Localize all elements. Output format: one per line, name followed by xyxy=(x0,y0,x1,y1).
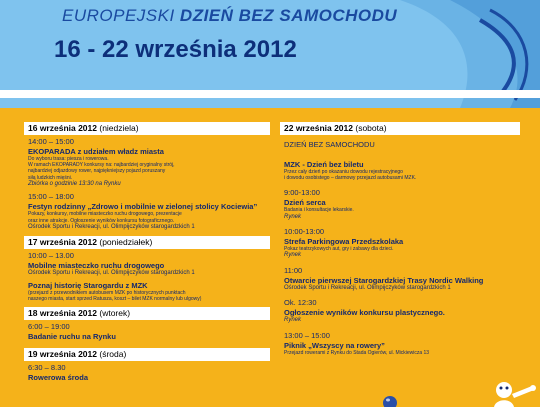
day-header xyxy=(24,122,270,135)
event-item xyxy=(280,227,520,260)
event-item xyxy=(24,251,270,278)
day-header xyxy=(24,236,270,249)
event-name: Ogłoszenie wyników konkursu plastycznego. xyxy=(284,308,445,318)
day-header xyxy=(24,307,270,320)
event-place xyxy=(28,181,270,189)
event-place-text: Zbiórka o godzinie 13:30 na Rynku xyxy=(28,180,121,187)
event-desc: Badania i konsultacje lekarskie. xyxy=(284,207,354,214)
header-banner xyxy=(0,0,540,108)
day-header xyxy=(280,122,520,135)
event-desc: Przez cały dzień po okazaniu dowodu rejestracyjnego xyxy=(284,169,403,175)
event-item xyxy=(280,298,520,325)
event-desc: W ramach EKOPARADY konkursy na: najbardziej oryginalny strój, xyxy=(28,162,175,169)
event-name: Badanie ruchu na Rynku xyxy=(28,332,116,342)
day-header xyxy=(24,348,270,361)
event-desc: siłą ludzkich mięśni. xyxy=(28,174,73,181)
day-date: 19 września 2012 xyxy=(28,349,97,360)
event-place: Ośrodek Sportu i Rekreacji, ul. Olimpijczyków starogardzkich 1 xyxy=(28,223,195,230)
event-item xyxy=(280,160,520,181)
event-desc: Pokaz teatrzykowych aut, gry i zabawy dla dzieci. xyxy=(284,246,394,253)
schedule-left-column xyxy=(24,122,270,382)
event-place xyxy=(284,317,520,325)
event-item xyxy=(280,331,520,356)
blue-globe-icon xyxy=(382,393,398,407)
event-place-text: Rynek xyxy=(284,213,302,220)
event-name: MZK - Dzień bez biletu xyxy=(284,160,364,169)
event-place xyxy=(284,252,520,260)
mascot-figure-icon xyxy=(484,378,540,407)
event-item xyxy=(280,266,520,293)
subtitle-part-2: DZIEŃ BEZ SAMOCHODU xyxy=(179,6,398,25)
event-item xyxy=(24,137,270,188)
day-weekday: (poniedziałek) xyxy=(97,237,153,248)
day-heading xyxy=(280,140,520,150)
event-desc: Do wyboru trasa: piesza i rowerowa. xyxy=(28,156,109,162)
event-place-text: Rynek xyxy=(284,317,302,324)
event-name: Rowerowa środa xyxy=(28,373,89,383)
event-time: 10:00 – 13.00 xyxy=(28,251,74,261)
event-name: Otwarcie pierwszej Starogardzkiej Trasy Nordic Walking xyxy=(284,275,484,285)
event-desc: i dowodu osobistego – darmowy przejazd autobusami MZK. xyxy=(284,175,417,182)
event-item xyxy=(24,281,270,302)
event-subtitle xyxy=(62,6,397,26)
event-time: 14:00 – 15:00 xyxy=(28,137,74,146)
day-weekday: (środa) xyxy=(97,349,127,360)
event-name: EKOPARADA z udziałem władz miasta xyxy=(28,147,164,156)
event-item xyxy=(280,188,520,221)
event-name: Piknik „Wszyscy na rowery” xyxy=(284,340,385,350)
event-time: 9:00-13:00 xyxy=(284,188,320,198)
day-date: 17 września 2012 xyxy=(28,237,97,248)
event-time: 13:00 – 15:00 xyxy=(284,330,330,340)
event-item xyxy=(24,322,270,341)
day-heading-text: DZIEŃ BEZ SAMOCHODU xyxy=(284,140,375,149)
event-time: 15:00 – 18:00 xyxy=(28,192,74,202)
event-name: Strefa Parkingowa Przedszkolaka xyxy=(284,237,404,247)
event-place: Ośrodek Sportu i Rekreacji, ul. Olimpijczyków starogardzkich 1 xyxy=(28,270,195,277)
event-place-text: Rynek xyxy=(284,252,302,259)
day-weekday: (niedziela) xyxy=(97,123,139,133)
event-name: Mobilne miasteczko ruchu drogowego xyxy=(28,261,165,271)
event-name: Poznaj historię Starogardu z MZK xyxy=(28,280,148,290)
event-desc: oraz inne atrakcje. Ogłoszenie wyników konkursu fotograficznego. xyxy=(28,217,175,224)
event-place xyxy=(284,214,520,222)
day-date: 16 września 2012 xyxy=(28,123,97,133)
subtitle-part-1: EUROPEJSKI xyxy=(62,6,180,25)
event-place: Ośrodek Sportu i Rekreacji, ul. Olimpijczyków starogardzkich 1 xyxy=(284,284,451,291)
event-time: 11:00 xyxy=(284,265,303,275)
event-desc: (przejazd z przewodnikiem autobusem MZK po historycznych punktach xyxy=(28,289,186,296)
event-time: 6:30 – 8.30 xyxy=(28,363,66,373)
event-item xyxy=(24,192,270,231)
event-desc: najbardziej odjazdowy rower, najpiękniejszy pojazd poruszany xyxy=(28,168,166,175)
event-name: Festyn rodzinny „Zdrowo i mobilnie w zielonej stolicy Kociewia” xyxy=(28,202,258,212)
day-weekday: (sobota) xyxy=(353,123,387,133)
page-title: 16 - 22 września 2012 xyxy=(54,36,297,63)
event-name: Dzień serca xyxy=(284,198,326,208)
event-time: 10:00-13:00 xyxy=(284,227,325,237)
event-desc: Pokazy, konkursy, mobilne miasteczko ruchu drogowego, prezentacje xyxy=(28,211,182,218)
event-desc: Przejazd rowerami z Rynku do Stada Ogierów, ul. Mickiewicza 13 xyxy=(284,349,430,356)
schedule-right-column xyxy=(280,122,520,356)
event-time: 6:00 – 19:00 xyxy=(28,322,70,332)
event-time: Ok. 12:30 xyxy=(284,298,317,308)
day-weekday: (wtorek) xyxy=(97,308,131,319)
header-divider xyxy=(0,90,540,98)
event-item xyxy=(24,363,270,382)
day-date: 22 września 2012 xyxy=(284,123,353,133)
event-desc: naszego miasta, start sprzed Ratusza, koszt – bilet MZK normalny lub ulgowy) xyxy=(28,295,202,302)
day-date: 18 września 2012 xyxy=(28,308,97,319)
